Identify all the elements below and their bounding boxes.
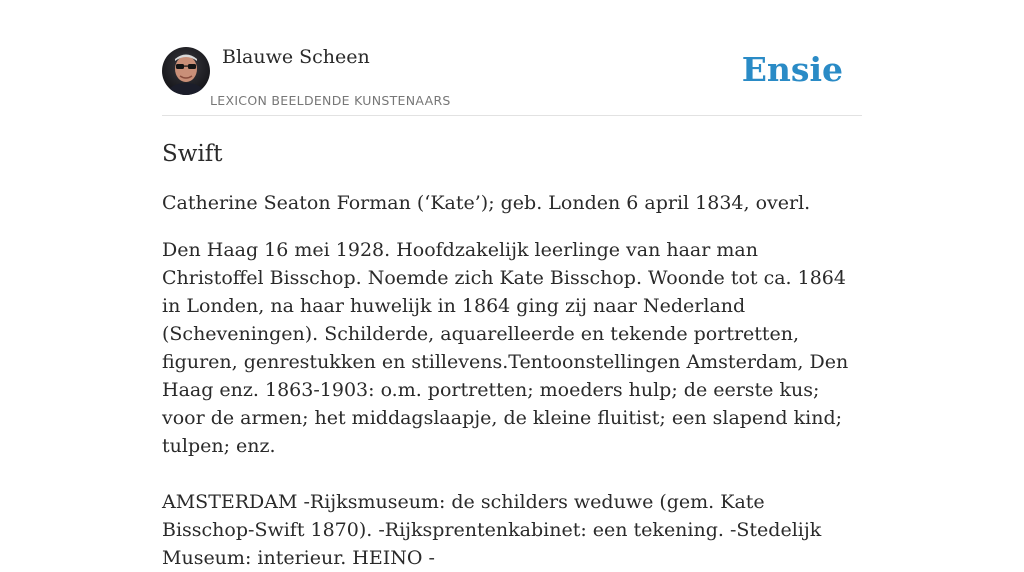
avatar[interactable] [162,47,210,95]
article-collections: AMSTERDAM -Rijksmuseum: de schilders weduwe (gem. Kate Bisschop-Swift 1870). -Rijksprentenkabinet: een tekening. -Stedelijk Museum: interieur. HEINO - [162,491,822,569]
author-name[interactable]: Blauwe Scheen [222,46,370,68]
article-body: Den Haag 16 mei 1928. Hoofdzakelijk leerlinge van haar man Christoffel Bisschop. Noemde zich Kate Bisschop. Woonde tot ca. 1864 in Londen, na haar huwelijk in 1864 ging zij naar Nederland (Scheveningen). Schilderde, aquarelleerde en tekende portretten, figuren, genrestukken en stillevens.Tentoonstellingen Amsterdam, Den Haag enz. 1863-1903: o.m. portretten; moeders hulp; de eerste kus; voor de armen; het middagslaapje, de kleine fluitist; een slapend kind; tulpen; enz. [162,239,849,457]
page-container [162,0,862,572]
header [162,0,862,116]
site-logo[interactable]: Ensie [741,50,843,89]
article-title: Swift [162,141,223,167]
author-photo-icon [162,47,210,95]
article-intro: Catherine Seaton Forman (‘Kate’); geb. Londen 6 april 1834, overl. [162,192,811,214]
publication-subtitle[interactable]: LEXICON BEELDENDE KUNSTENAARS [210,93,451,108]
